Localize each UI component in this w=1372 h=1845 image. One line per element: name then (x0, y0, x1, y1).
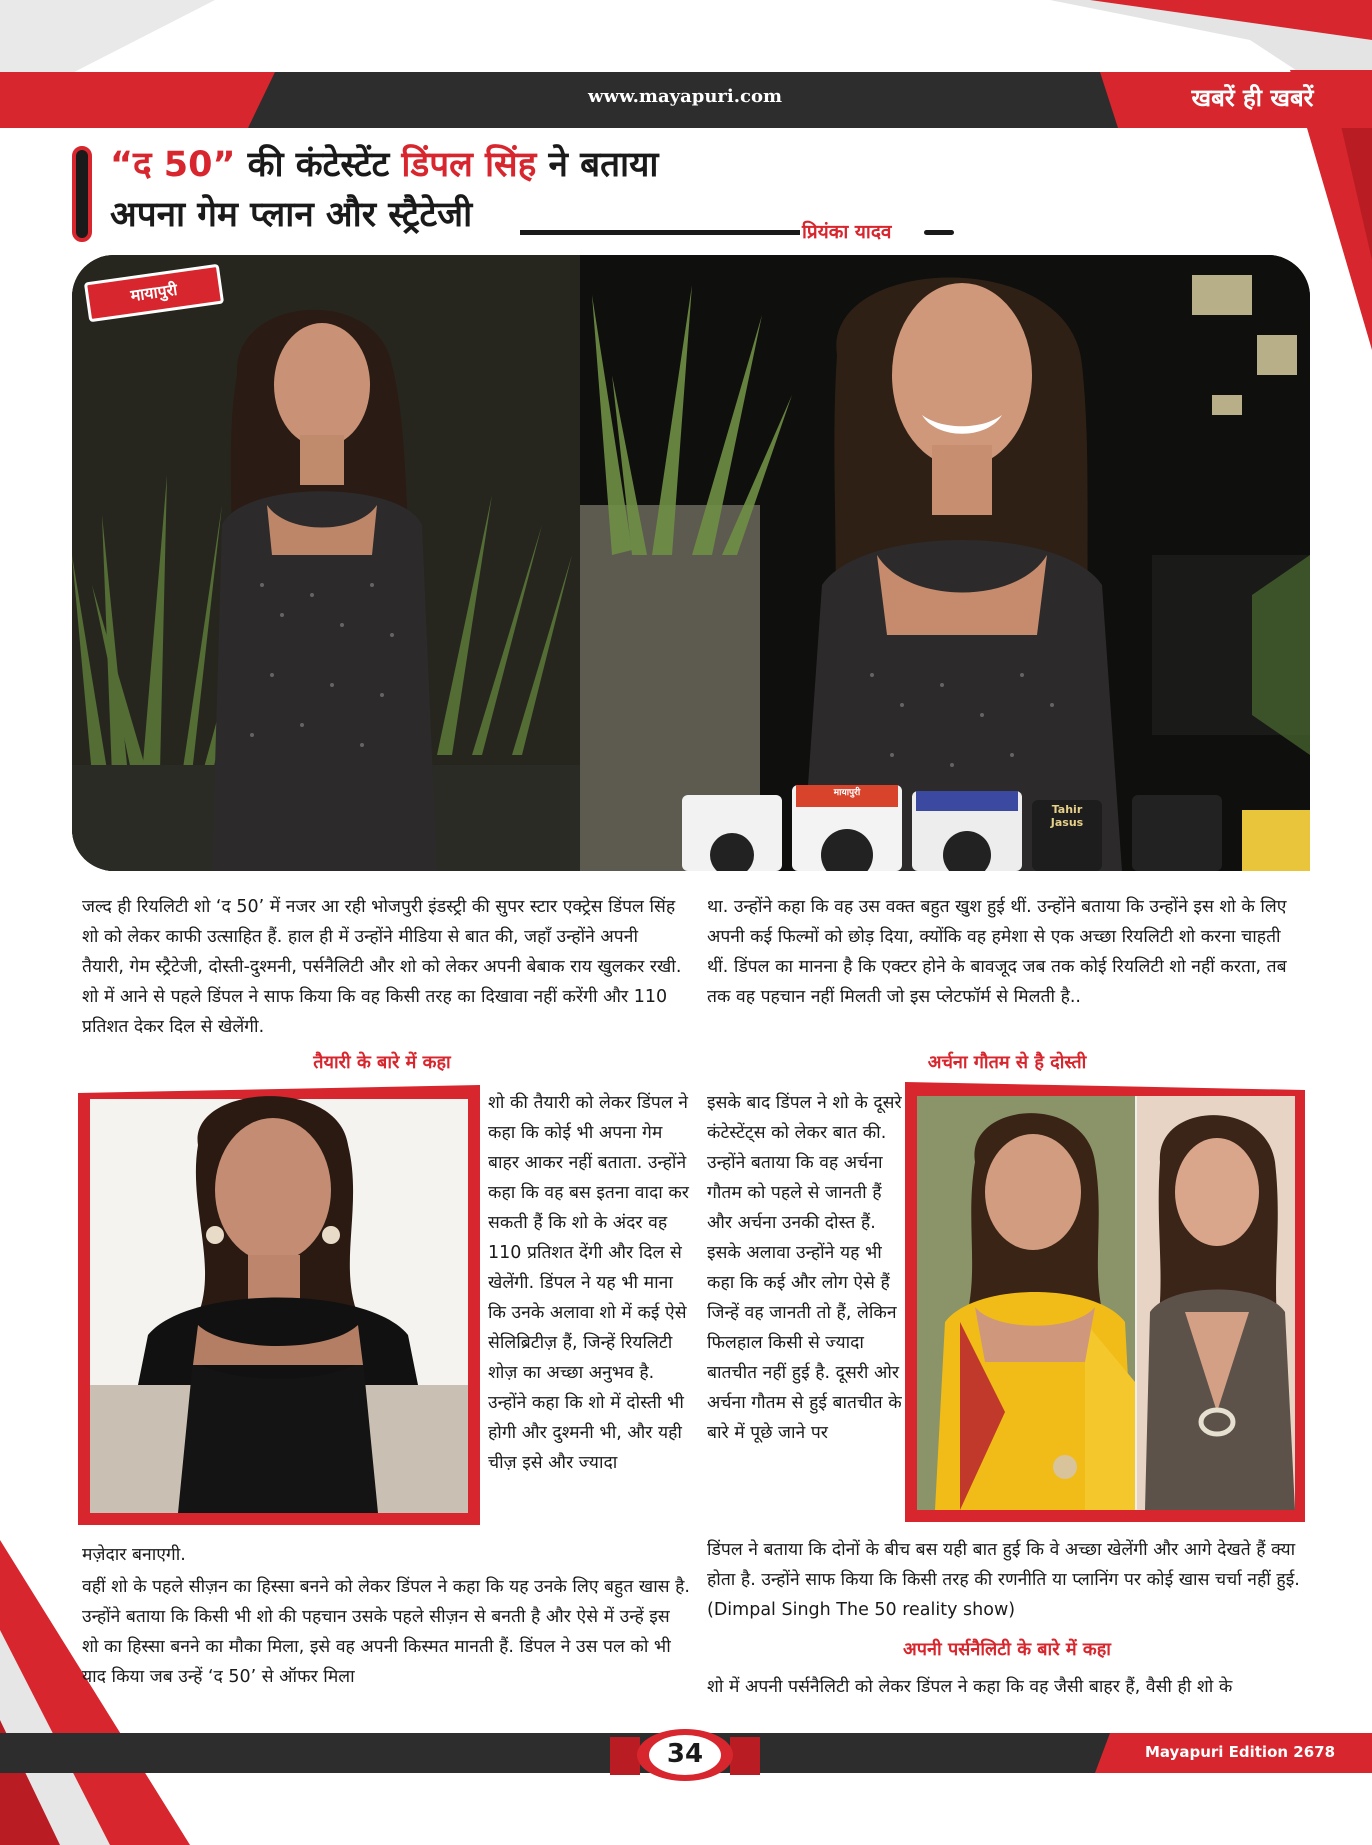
section2-side-text: इसके बाद डिंपल ने शो के दूसरे कंटेस्टेंट्स को लेकर बात की. उन्होंने बताया कि वह अर्चना गौतम को पहले से जानती हैं और अर्चना उनकी दोस्त हैं. इसके अलावा उन्होंने यह भी कहा कि कई और लोग ऐसे हैं जिन्हें वह जानती तो हैं, लेकिन फिलहाल किसी से ज्यादा बातचीत नहीं हुई है. दूसरी ओर अर्चना गौतम से हुई बातचीत के बारे में पूछे जाने पर (707, 1093, 902, 1443)
section-heading-personality: अपनी पर्सनैलिटी के बारे में कहा (903, 1639, 1111, 1660)
main-photo (72, 255, 1310, 871)
mic-label-tahir: Tahir Jasus (1050, 803, 1084, 829)
section1-side-text: शो की तैयारी को लेकर डिंपल ने कहा कि कोई भी अपना गेम बाहर आकर नहीं बताता. उन्होंने कहा कि वह बस इतना वादा कर सकती हैं कि शो के अंदर वह 110 प्रतिशत देंगी और दिल से खेलेंगी. डिंपल ने यह भी माना कि उनके अलावा शो में कई ऐसे सेलिब्रिटीज़ हैं, जिन्हें रियलिटी शोज़ का अच्छा अनुभव है. उन्होंने कहा कि शो में दोस्ती भी होगी और दुश्मनी भी, और यही चीज़ इसे और ज्यादा (488, 1093, 689, 1473)
dimple-portrait (78, 1085, 480, 1525)
header-bar (0, 72, 1372, 128)
headline-accent-bar (72, 146, 92, 242)
dimple-archana-photo (905, 1082, 1305, 1522)
intro-paragraph: जल्द ही रियलिटी शो ‘द 50’ में नजर आ रही भोजपुरी इंडस्ट्री की सुपर स्टार एक्ट्रेस डिंपल सिंह शो को लेकर काफी उत्साहित हैं. हाल ही में उन्होंने मीडिया से बात की, जहाँ उन्होंने अपनी तैयारी, गेम स्ट्रैटेजी, दोस्ती-दुश्मनी, पर्सनैलिटी और शो को लेकर अपनी बेबाक राय खुलकर रखी. शो में आने से पहले डिंपल ने साफ किया कि वह किसी तरह का दिखावा नहीं करेंगी और 110 प्रतिशत देकर दिल से खेलेंगी. (82, 897, 682, 1037)
section3-text: शो में अपनी पर्सनैलिटी को लेकर डिंपल ने कहा कि वह जैसी बाहर हैं, वैसी ही शो के (707, 1677, 1233, 1697)
section1-paragraph-2: वहीं शो के पहले सीज़न का हिस्सा बनने को लेकर डिंपल ने कहा कि यह उनके लिए बहुत खास है. उन्होंने बताया कि किसी भी शो की पहचान उसके पहले सीज़न से बनती है और ऐसे में उन्हें इस शो का हिस्सा बनने का मौका मिला, इसे वह अपनी किस्मत मानती हैं. डिंपल ने उस पल को भी याद किया जब उन्हें ‘द 50’ से ऑफर मिला (82, 1577, 690, 1687)
section-heading-preparation: तैयारी के बारे में कहा (313, 1052, 451, 1073)
mic-label-mayapuri: मायापुरी (833, 788, 861, 798)
author-name: प्रियंका यादव (802, 221, 892, 243)
section-label: खबरें ही खबरें (1191, 84, 1314, 112)
headline-name: डिंपल सिंह (401, 145, 537, 185)
page-number-ribbon (610, 1717, 760, 1781)
headline-line-1: “द 50” की कंटेस्टेंट डिंपल सिंह ने बताया (110, 145, 659, 185)
page-number: 34 (666, 1739, 704, 1769)
section2-continuation: डिंपल ने बताया कि दोनों के बीच बस यही बात हुई कि वे अच्छा खेलेंगी और आगे देखते हैं क्या होता है. उन्होंने साफ किया कि किसी तरह की रणनीति या प्लानिंग पर कोई खास चर्चा नहीं हुई. (Dimpal Singh The 50 reality show) (707, 1540, 1300, 1620)
headline-quote: “द 50” (110, 145, 236, 185)
website-url[interactable]: www.mayapuri.com (587, 86, 783, 107)
right-intro-paragraph: था. उन्होंने कहा कि वह उस वक्त बहुत खुश हुई थीं. उन्होंने बताया कि उन्होंने इस शो के लिए अपनी कई फिल्मों को छोड़ दिया, क्योंकि वह हमेशा से एक अच्छा रियलिटी शो करना चाहती थीं. डिंपल का मानना है कि एक्टर होने के बावजूद जब तक कोई रियलिटी शो नहीं करता, तब तक वह पहचान नहीं मिलती जो इस प्लेटफॉर्म से मिलती है.. (707, 897, 1287, 1007)
edition-label: Mayapuri Edition 2678 (1144, 1743, 1336, 1761)
headline-line-2: अपना गेम प्लान और स्ट्रैटेजी (110, 195, 473, 235)
section-heading-friendship: अर्चना गौतम से है दोस्ती (927, 1052, 1087, 1073)
author-rule-end (924, 230, 954, 235)
section1-continuation: मज़ेदार बनाएगी. (82, 1545, 186, 1565)
mayapuri-logo-text: मायापुरी (129, 279, 179, 306)
author-rule (520, 230, 800, 235)
